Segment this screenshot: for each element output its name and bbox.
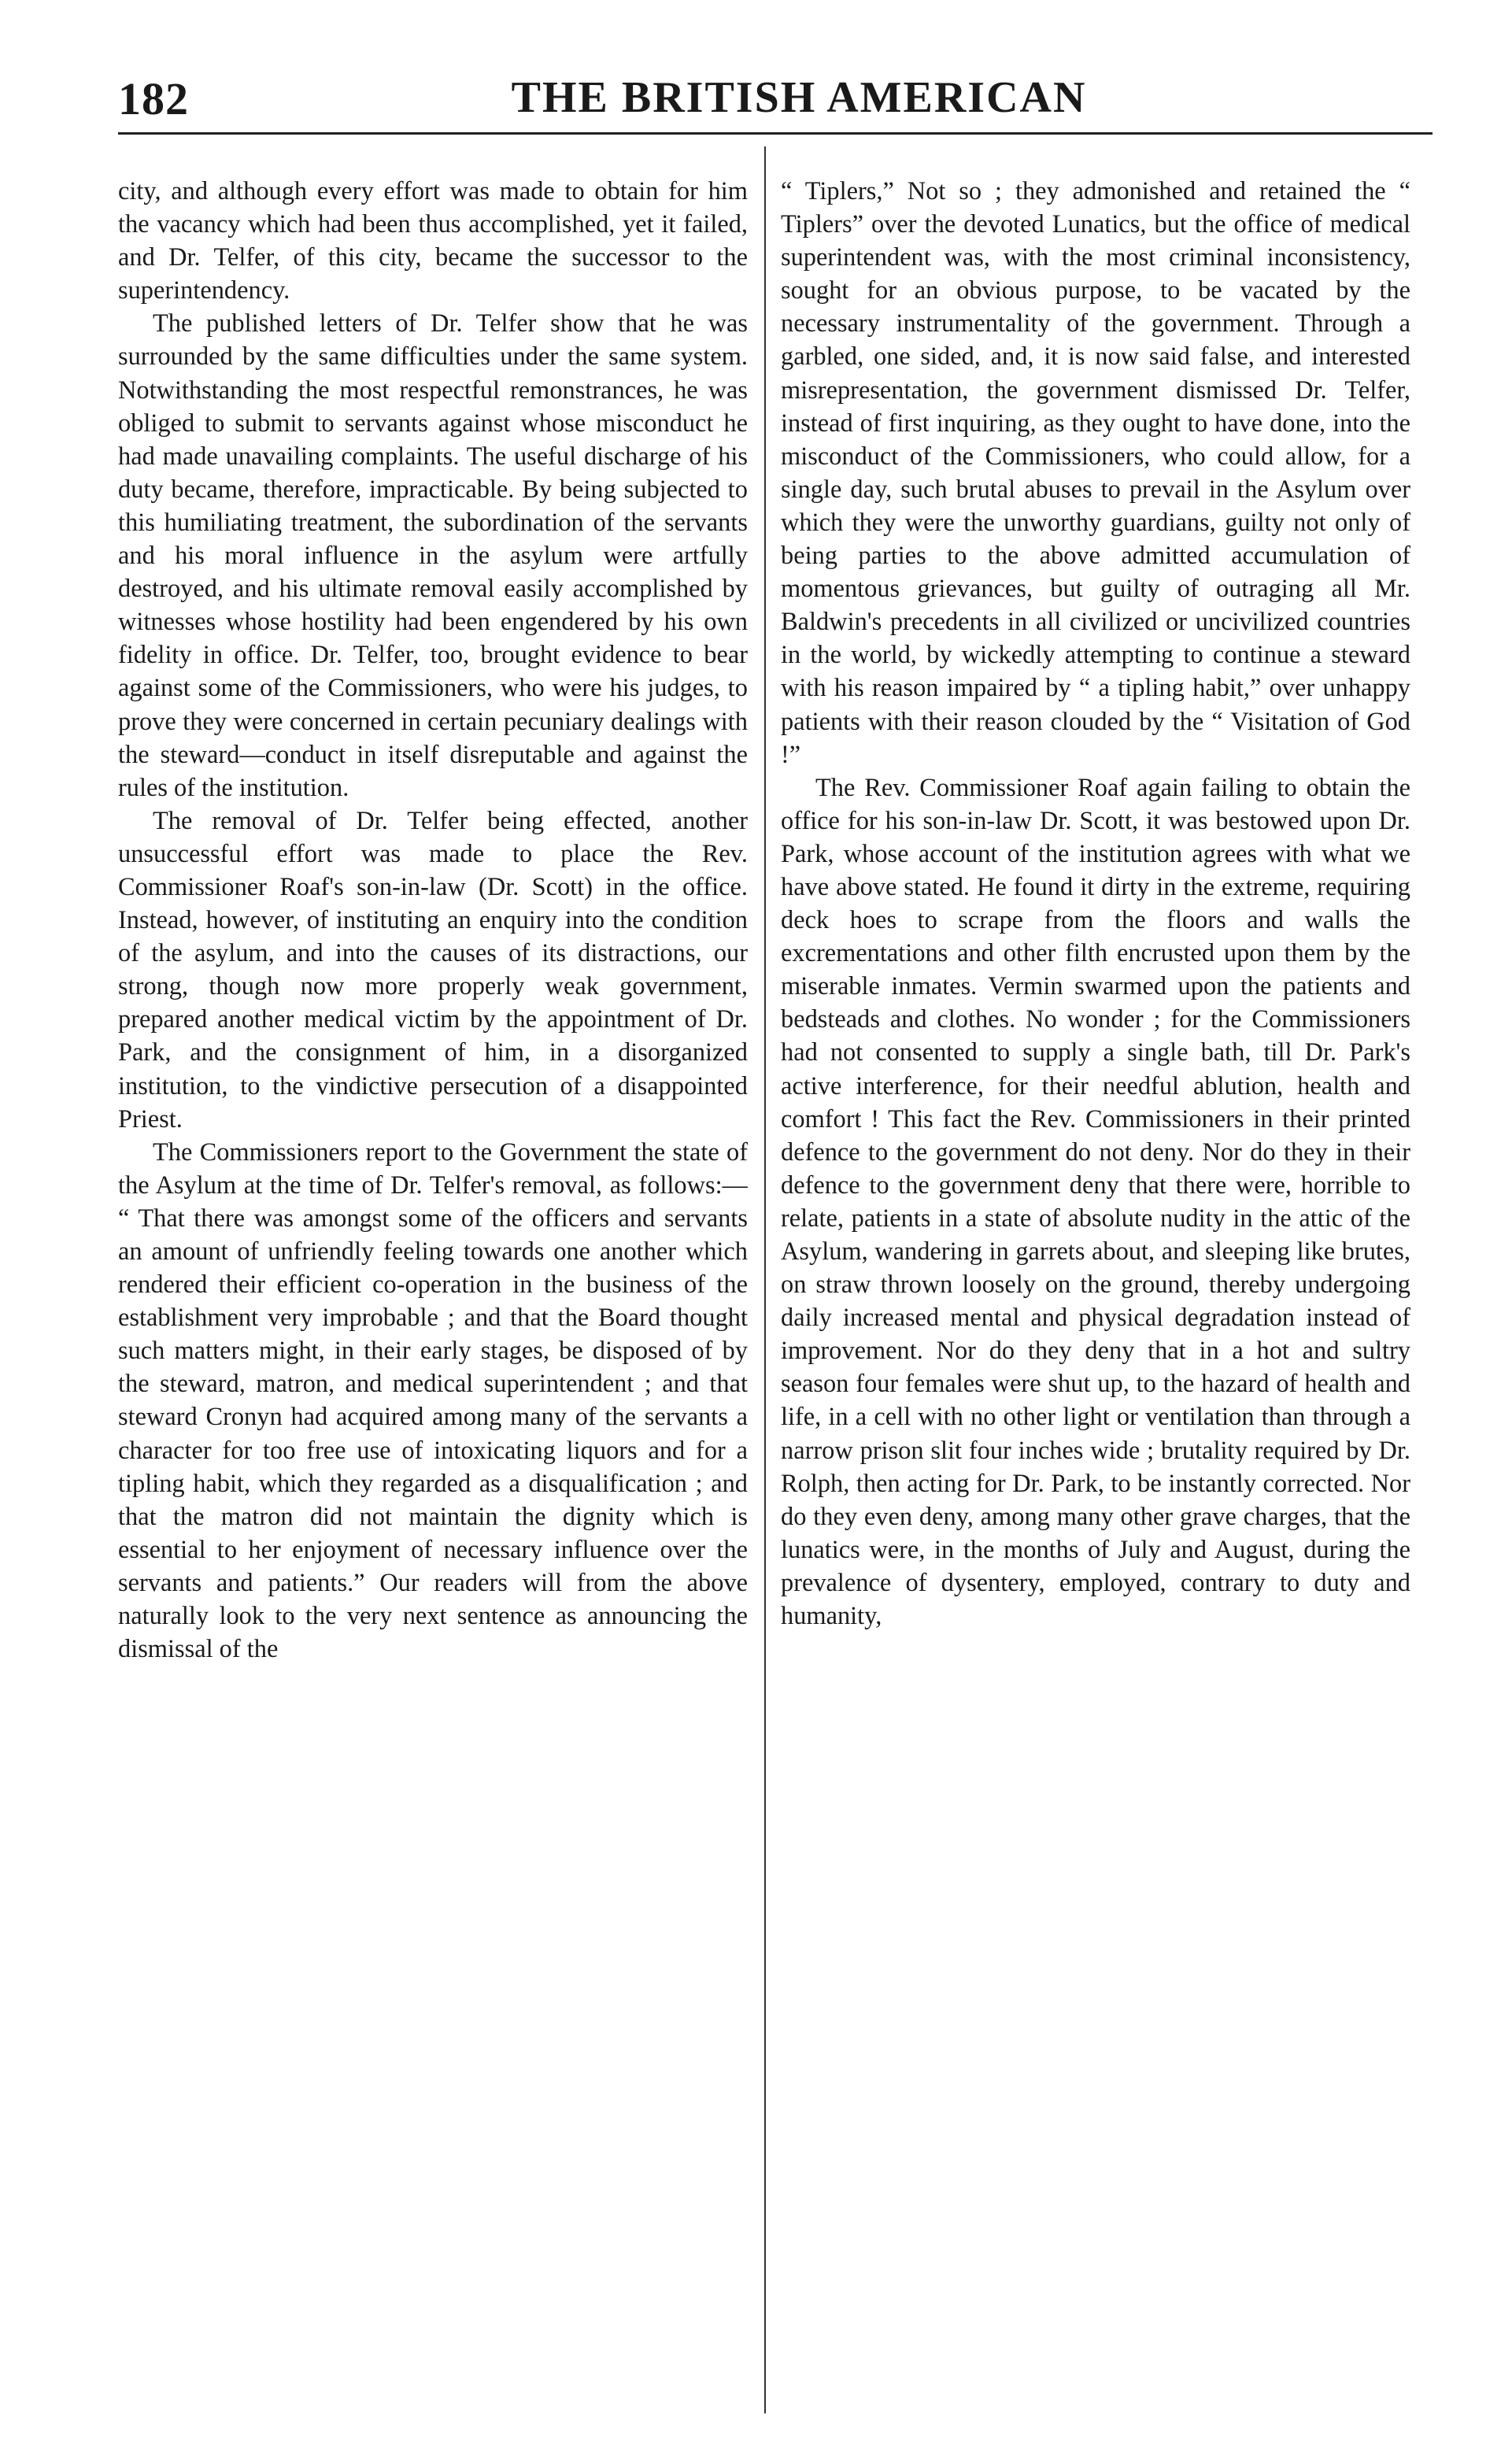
paragraph: The removal of Dr. Telfer being effected, another unsuccessful effort was made to place the Rev. Commissioner Roaf's son-in-law (Dr. Scott) in the office. Instead, however, of instituting an enquiry into the condition of the asylum, and into the causes of its distractions, our strong, though now more properly weak government, prepared another medical victim by the appointment of Dr. Park, and the consignment of him, in a disorganized institution, to the vindictive persecution of a disappointed Priest. xyxy=(118,806,748,1134)
left-column xyxy=(118,175,748,2426)
paragraph: The Rev. Commissioner Roaf again failing to obtain the office for his son-in-law Dr. Scott, it was bestowed upon Dr. Park, whose account of the institution agrees with what we have above stated. He found it dirty in the extreme, requiring deck hoes to scrape from the floors and walls the excrementations and other filth encrusted upon them by the miserable inmates. Vermin swarmed upon the patients and bedsteads and clothes. No wonder ; for the Commissioners had not consented to supply a single bath, till Dr. Park's active interference, for their needful ablution, health and comfort ! This fact the Rev. Commissioners in their printed defence to the government do not deny. Nor do they in their defence to the government deny that there were, horrible to relate, patients in a state of absolute nudity in the attic of the Asylum, wandering in garrets about, and sleeping like brutes, on straw thrown loosely on the ground, thereby undergoing daily increased mental and physical degradation instead of improvement. Nor do they deny that in a hot and sultry season four females were shut up, to the hazard of health and life, in a cell with no other light or ventilation than through a narrow prison slit four inches wide ; brutality required by Dr. Rolph, then acting for Dr. Park, to be instantly corrected. Nor do they even deny, among many other grave charges, that the lunatics were, in the months of July and August, during the prevalence of dysentery, employed, contrary to duty and humanity, xyxy=(781,773,1410,1631)
header-rule xyxy=(118,132,1433,135)
paragraph: city, and although every effort was made to obtain for him the vacancy which had been thus accomplished, yet it failed, and Dr. Telfer, of this city, became the successor to the superintendency. xyxy=(118,177,748,305)
page-header xyxy=(118,72,1433,135)
paragraph: “ Tiplers,” Not so ; they admonished and retained the “ Tiplers” over the devoted Lunatics, but the office of medical superintendent was, with the most criminal inconsistency, sought for an obvious purpose, to be vacated by the necessary instrumentality of the government. Through a garbled, one sided, and, it is now said false, and interested misrepresentation, the government dismissed Dr. Telfer, instead of first inquiring, as they ought to have done, into the misconduct of the Commissioners, who could allow, for a single day, such brutal abuses to prevail in the Asylum over which they were the unworthy guardians, guilty not only of being parties to the above admitted accumulation of momentous grievances, but guilty of outraging all Mr. Baldwin's precedents in all civilized or uncivilized countries in the world, by wickedly attempting to continue a steward with his reason impaired by “ a tipling habit,” over unhappy patients with their reason clouded by the “ Visitation of God !” xyxy=(781,177,1410,769)
paragraph: The published letters of Dr. Telfer show that he was surrounded by the same difficulties under the same system. Notwithstanding the most respectful remonstrances, he was obliged to submit to servants against whose misconduct he had made unavailing complaints. The useful discharge of his duty became, therefore, impracticable. By being subjected to this humiliating treatment, the subordination of the servants and his moral influence in the asylum were artfully destroyed, and his ultimate removal easily accomplished by witnesses whose hostility had been engendered by his own fidelity in office. Dr. Telfer, too, brought evidence to bear against some of the Commissioners, who were his judges, to prove they were concerned in certain pecuniary dealings with the steward—conduct in itself disreputable and against the rules of the institution. xyxy=(118,309,748,802)
running-title: THE BRITISH AMERICAN xyxy=(511,73,1087,122)
paragraph: The Commissioners report to the Government the state of the Asylum at the time of Dr. Telfer's removal, as follows:— “ That there was amongst some of the officers and servants an amount of unfriendly feeling towards one another which rendered their efficient co-operation in the business of the establishment very improbable ; and that the Board thought such matters might, in their early stages, be disposed of by the steward, matron, and medical superintendent ; and that steward Cronyn had acquired among many of the servants a character for too free use of intoxicating liquors and for a tipling habit, which they regarded as a disqualification ; and that the matron did not maintain the dignity which is essential to her enjoyment of necessary influence over the servants and patients.” Our readers will from the above naturally look to the very next sentence as announcing the dismissal of the xyxy=(118,1137,748,1664)
page-number: 182 xyxy=(118,73,189,124)
column-divider xyxy=(764,146,766,2413)
right-column xyxy=(781,175,1410,2426)
